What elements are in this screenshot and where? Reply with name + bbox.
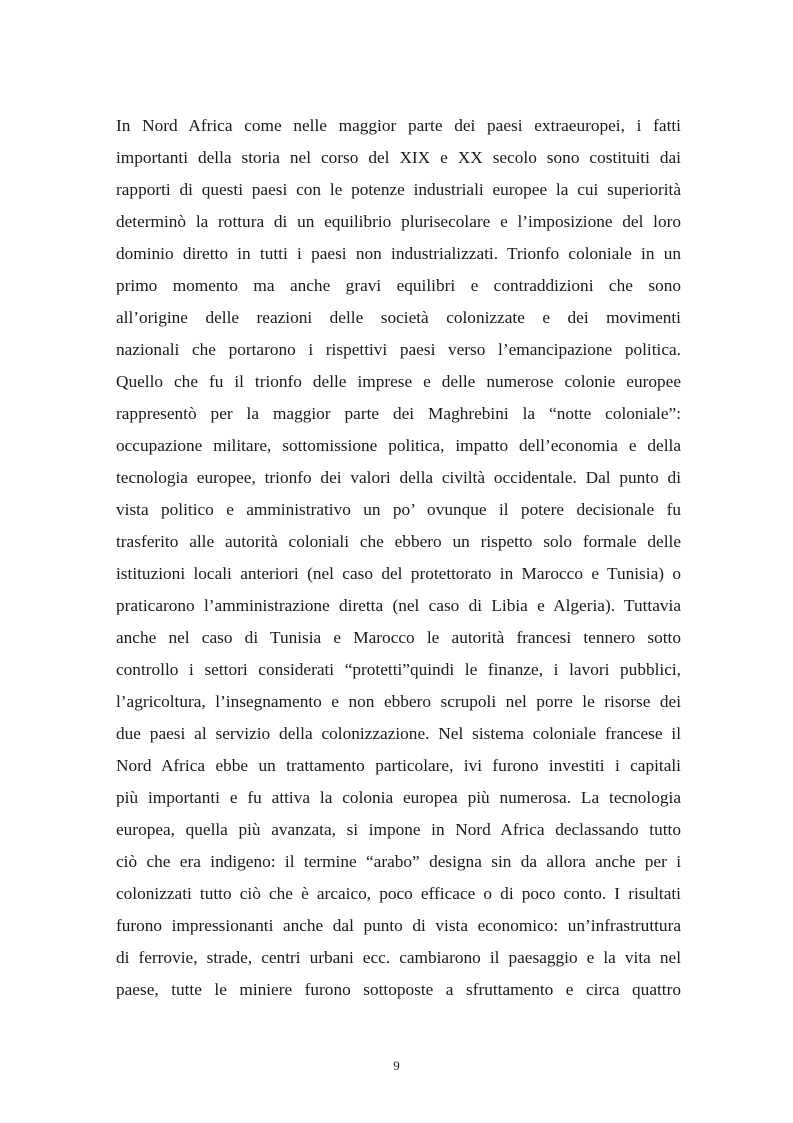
text-line: istituzioni locali anteriori (nel caso del protettorato in Marocco e Tunisia) o — [116, 564, 681, 583]
text-line: Nord Africa ebbe un trattamento particolare, ivi furono investiti i capitali — [116, 756, 681, 775]
text-line: controllo i settori considerati “protetti”quindi le finanze, i lavori pubblici, — [116, 660, 681, 679]
text-line: dominio diretto in tutti i paesi non industrializzati. Trionfo coloniale in un — [116, 244, 681, 263]
text-line: praticarono l’amministrazione diretta (nel caso di Libia e Algeria). Tuttavia — [116, 596, 681, 615]
text-line: furono impressionanti anche dal punto di vista economico: un’infrastruttura — [116, 916, 681, 935]
body-paragraph — [116, 113, 681, 1009]
text-line: nazionali che portarono i rispettivi paesi verso l’emancipazione politica. — [116, 340, 681, 359]
text-line: primo momento ma anche gravi equilibri e contraddizioni che sono — [116, 276, 681, 295]
text-line: Quello che fu il trionfo delle imprese e delle numerose colonie europee — [116, 372, 681, 391]
text-line: due paesi al servizio della colonizzazione. Nel sistema coloniale francese il — [116, 724, 681, 743]
text-line: vista politico e amministrativo un po’ ovunque il potere decisionale fu — [116, 500, 681, 519]
text-line: ciò che era indigeno: il termine “arabo” designa sin da allora anche per i — [116, 852, 681, 871]
text-line: europea, quella più avanzata, si impone in Nord Africa declassando tutto — [116, 820, 681, 839]
text-line: importanti della storia nel corso del XIX e XX secolo sono costituiti dai — [116, 148, 681, 167]
page-number: 9 — [393, 1058, 400, 1073]
text-line: l’agricoltura, l’insegnamento e non ebbero scrupoli nel porre le risorse dei — [116, 692, 681, 711]
text-line: rapporti di questi paesi con le potenze industriali europee la cui superiorità — [116, 180, 681, 199]
text-line: di ferrovie, strade, centri urbani ecc. cambiarono il paesaggio e la vita nel — [116, 948, 681, 967]
text-line: rappresentò per la maggior parte dei Maghrebini la “notte coloniale”: — [116, 404, 681, 423]
text-line: In Nord Africa come nelle maggior parte dei paesi extraeuropei, i fatti — [116, 116, 681, 135]
text-line: colonizzati tutto ciò che è arcaico, poco efficace o di poco conto. I risultati — [116, 884, 681, 903]
text-line: occupazione militare, sottomissione politica, impatto dell’economia e della — [116, 436, 681, 455]
text-line: trasferito alle autorità coloniali che ebbero un rispetto solo formale delle — [116, 532, 681, 551]
text-line: tecnologia europee, trionfo dei valori della civiltà occidentale. Dal punto di — [116, 468, 681, 487]
text-line: anche nel caso di Tunisia e Marocco le autorità francesi tennero sotto — [116, 628, 681, 647]
text-line: paese, tutte le miniere furono sottoposte a sfruttamento e circa quattro — [116, 980, 681, 999]
text-line: all’origine delle reazioni delle società colonizzate e dei movimenti — [116, 308, 681, 327]
text-line: determinò la rottura di un equilibrio plurisecolare e l’imposizione del loro — [116, 212, 681, 231]
text-line: più importanti e fu attiva la colonia europea più numerosa. La tecnologia — [116, 788, 681, 807]
